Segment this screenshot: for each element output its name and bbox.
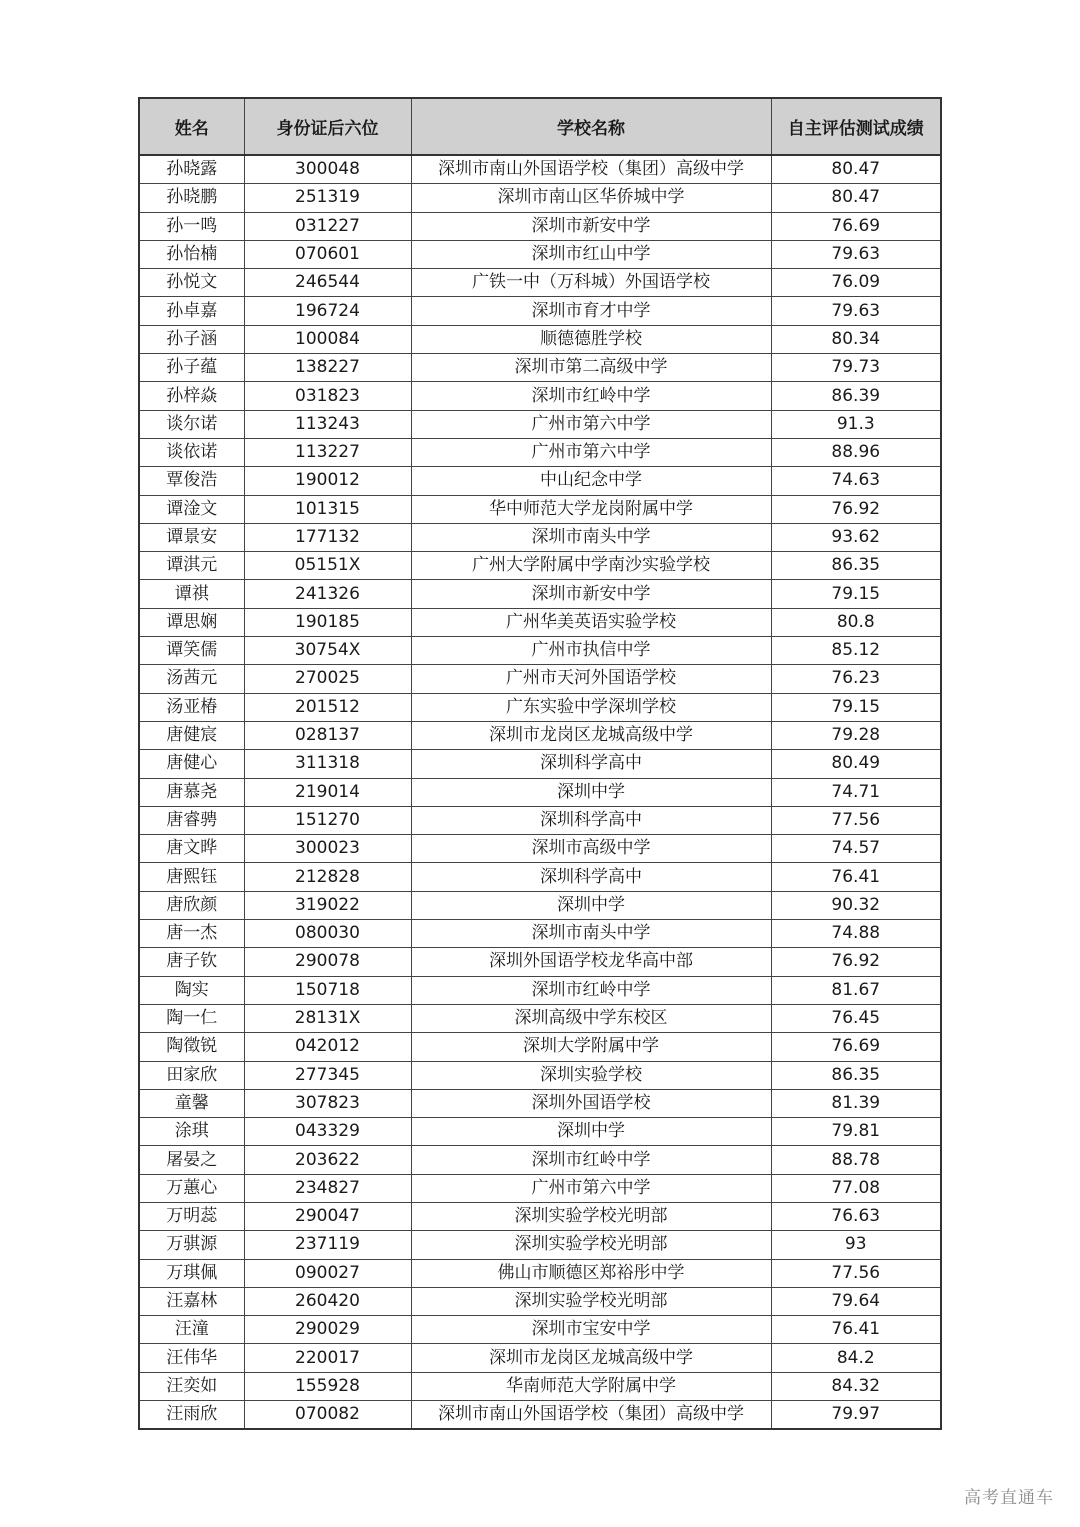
cell-school: 深圳市南山区华侨城中学 [411, 184, 771, 212]
cell-school: 广州华美英语实验学校 [411, 608, 771, 636]
cell-id: 043329 [244, 1118, 411, 1146]
cell-school: 深圳中学 [411, 891, 771, 919]
cell-name: 覃俊浩 [139, 467, 244, 495]
cell-score: 74.63 [771, 467, 941, 495]
cell-score: 76.41 [771, 863, 941, 891]
table-row [139, 495, 941, 523]
cell-school: 深圳市南头中学 [411, 920, 771, 948]
cell-score: 77.56 [771, 1259, 941, 1287]
cell-school: 深圳市南头中学 [411, 523, 771, 551]
cell-name: 谭祺 [139, 580, 244, 608]
cell-id: 251319 [244, 184, 411, 212]
score-table [138, 97, 942, 1430]
cell-score: 74.57 [771, 835, 941, 863]
cell-score: 93 [771, 1231, 941, 1259]
cell-score: 79.64 [771, 1287, 941, 1315]
cell-id: 234827 [244, 1174, 411, 1202]
cell-name: 童馨 [139, 1089, 244, 1117]
cell-id: 090027 [244, 1259, 411, 1287]
cell-name: 唐一杰 [139, 920, 244, 948]
cell-score: 79.15 [771, 693, 941, 721]
cell-school: 顺德德胜学校 [411, 325, 771, 353]
cell-score: 76.63 [771, 1202, 941, 1230]
cell-score: 85.12 [771, 637, 941, 665]
cell-score: 79.63 [771, 297, 941, 325]
cell-name: 谭淇元 [139, 552, 244, 580]
table-row [139, 523, 941, 551]
cell-score: 88.96 [771, 438, 941, 466]
table-row [139, 1146, 941, 1174]
cell-school: 华中师范大学龙岗附属中学 [411, 495, 771, 523]
cell-name: 孙晓露 [139, 155, 244, 184]
table-row [139, 750, 941, 778]
cell-id: 150718 [244, 976, 411, 1004]
cell-name: 陶一仁 [139, 1004, 244, 1032]
cell-school: 深圳市育才中学 [411, 297, 771, 325]
cell-id: 190185 [244, 608, 411, 636]
cell-name: 唐欣颜 [139, 891, 244, 919]
cell-school: 广州市第六中学 [411, 410, 771, 438]
cell-score: 79.73 [771, 354, 941, 382]
table-row [139, 1259, 941, 1287]
cell-id: 151270 [244, 806, 411, 834]
cell-id: 031227 [244, 212, 411, 240]
table-row [139, 410, 941, 438]
cell-id: 246544 [244, 269, 411, 297]
cell-id: 270025 [244, 665, 411, 693]
cell-score: 74.71 [771, 778, 941, 806]
cell-id: 241326 [244, 580, 411, 608]
cell-name: 孙一鸣 [139, 212, 244, 240]
cell-name: 唐睿骋 [139, 806, 244, 834]
cell-id: 138227 [244, 354, 411, 382]
cell-school: 深圳市龙岗区龙城高级中学 [411, 1344, 771, 1372]
cell-name: 唐子钦 [139, 948, 244, 976]
cell-score: 84.32 [771, 1372, 941, 1400]
table-row [139, 1118, 941, 1146]
cell-id: 101315 [244, 495, 411, 523]
table-row [139, 891, 941, 919]
table-row [139, 608, 941, 636]
cell-score: 80.47 [771, 184, 941, 212]
cell-score: 77.08 [771, 1174, 941, 1202]
table-row [139, 1202, 941, 1230]
cell-name: 陶实 [139, 976, 244, 1004]
cell-name: 谭淦文 [139, 495, 244, 523]
table-row [139, 325, 941, 353]
cell-id: 319022 [244, 891, 411, 919]
header-row [139, 98, 941, 155]
header-school: 学校名称 [411, 98, 771, 155]
cell-id: 196724 [244, 297, 411, 325]
cell-school: 深圳实验学校光明部 [411, 1202, 771, 1230]
cell-name: 唐健宸 [139, 721, 244, 749]
cell-id: 201512 [244, 693, 411, 721]
cell-id: 219014 [244, 778, 411, 806]
table-body [139, 155, 941, 1429]
cell-name: 万琪佩 [139, 1259, 244, 1287]
table-row [139, 1401, 941, 1430]
cell-name: 谈依诺 [139, 438, 244, 466]
cell-score: 76.41 [771, 1316, 941, 1344]
table-row [139, 1061, 941, 1089]
cell-name: 孙梓焱 [139, 382, 244, 410]
cell-score: 81.67 [771, 976, 941, 1004]
cell-score: 80.49 [771, 750, 941, 778]
cell-id: 155928 [244, 1372, 411, 1400]
cell-score: 76.69 [771, 212, 941, 240]
cell-name: 谭笑儒 [139, 637, 244, 665]
cell-score: 88.78 [771, 1146, 941, 1174]
cell-name: 田家欣 [139, 1061, 244, 1089]
cell-score: 76.45 [771, 1004, 941, 1032]
cell-id: 220017 [244, 1344, 411, 1372]
cell-school: 深圳市红岭中学 [411, 976, 771, 1004]
cell-school: 深圳大学附属中学 [411, 1033, 771, 1061]
table-row [139, 240, 941, 268]
cell-id: 080030 [244, 920, 411, 948]
cell-score: 80.8 [771, 608, 941, 636]
cell-school: 深圳外国语学校 [411, 1089, 771, 1117]
header-score: 自主评估测试成绩 [771, 98, 941, 155]
cell-score: 79.81 [771, 1118, 941, 1146]
table-row [139, 382, 941, 410]
cell-name: 孙晓鹏 [139, 184, 244, 212]
table-header [139, 98, 941, 155]
cell-name: 唐文晔 [139, 835, 244, 863]
cell-id: 212828 [244, 863, 411, 891]
cell-score: 90.32 [771, 891, 941, 919]
cell-id: 307823 [244, 1089, 411, 1117]
table-row [139, 580, 941, 608]
cell-score: 91.3 [771, 410, 941, 438]
header-id: 身份证后六位 [244, 98, 411, 155]
table-row [139, 721, 941, 749]
cell-id: 290029 [244, 1316, 411, 1344]
cell-school: 深圳市第二高级中学 [411, 354, 771, 382]
cell-id: 290047 [244, 1202, 411, 1230]
cell-score: 79.28 [771, 721, 941, 749]
cell-name: 万蕙心 [139, 1174, 244, 1202]
table-row [139, 1287, 941, 1315]
cell-school: 深圳高级中学东校区 [411, 1004, 771, 1032]
table-row [139, 976, 941, 1004]
cell-score: 93.62 [771, 523, 941, 551]
cell-id: 113243 [244, 410, 411, 438]
cell-id: 290078 [244, 948, 411, 976]
table-row [139, 1174, 941, 1202]
cell-school: 深圳市红山中学 [411, 240, 771, 268]
cell-name: 唐健心 [139, 750, 244, 778]
cell-score: 76.92 [771, 948, 941, 976]
cell-school: 广州市天河外国语学校 [411, 665, 771, 693]
cell-score: 76.23 [771, 665, 941, 693]
table-row [139, 948, 941, 976]
cell-id: 113227 [244, 438, 411, 466]
cell-school: 深圳市宝安中学 [411, 1316, 771, 1344]
cell-school: 深圳市南山外国语学校（集团）高级中学 [411, 155, 771, 184]
cell-name: 万明蕊 [139, 1202, 244, 1230]
cell-school: 深圳中学 [411, 1118, 771, 1146]
cell-school: 广州大学附属中学南沙实验学校 [411, 552, 771, 580]
cell-name: 陶徵锐 [139, 1033, 244, 1061]
table-row [139, 778, 941, 806]
cell-name: 唐慕尧 [139, 778, 244, 806]
cell-score: 79.15 [771, 580, 941, 608]
cell-school: 广东实验中学深圳学校 [411, 693, 771, 721]
cell-school: 深圳科学高中 [411, 806, 771, 834]
cell-school: 深圳市高级中学 [411, 835, 771, 863]
cell-id: 028137 [244, 721, 411, 749]
table-row [139, 184, 941, 212]
cell-school: 华南师范大学附属中学 [411, 1372, 771, 1400]
table-row [139, 1004, 941, 1032]
table-row [139, 155, 941, 184]
cell-score: 79.97 [771, 1401, 941, 1430]
cell-score: 76.69 [771, 1033, 941, 1061]
cell-id: 031823 [244, 382, 411, 410]
table-row [139, 467, 941, 495]
table-row [139, 297, 941, 325]
cell-school: 广铁一中（万科城）外国语学校 [411, 269, 771, 297]
cell-school: 广州市第六中学 [411, 1174, 771, 1202]
header-name: 姓名 [139, 98, 244, 155]
table-row [139, 1344, 941, 1372]
cell-school: 佛山市顺德区郑裕彤中学 [411, 1259, 771, 1287]
cell-school: 深圳市新安中学 [411, 580, 771, 608]
cell-school: 广州市第六中学 [411, 438, 771, 466]
cell-school: 中山纪念中学 [411, 467, 771, 495]
cell-id: 042012 [244, 1033, 411, 1061]
table-row [139, 552, 941, 580]
cell-name: 涂琪 [139, 1118, 244, 1146]
watermark: 高考直通车 [964, 1488, 1054, 1508]
cell-id: 300048 [244, 155, 411, 184]
table-row [139, 269, 941, 297]
cell-name: 谭思娴 [139, 608, 244, 636]
cell-id: 05151X [244, 552, 411, 580]
cell-id: 203622 [244, 1146, 411, 1174]
cell-id: 277345 [244, 1061, 411, 1089]
cell-score: 76.09 [771, 269, 941, 297]
cell-school: 深圳科学高中 [411, 750, 771, 778]
table-row [139, 806, 941, 834]
table-row [139, 637, 941, 665]
cell-school: 深圳市龙岗区龙城高级中学 [411, 721, 771, 749]
table-row [139, 212, 941, 240]
cell-id: 070082 [244, 1401, 411, 1430]
cell-id: 100084 [244, 325, 411, 353]
cell-school: 深圳中学 [411, 778, 771, 806]
table-row [139, 665, 941, 693]
cell-name: 谈尔诺 [139, 410, 244, 438]
cell-name: 谭景安 [139, 523, 244, 551]
cell-score: 77.56 [771, 806, 941, 834]
cell-name: 孙子蕴 [139, 354, 244, 382]
cell-school: 深圳实验学校光明部 [411, 1231, 771, 1259]
cell-school: 深圳市新安中学 [411, 212, 771, 240]
cell-school: 深圳实验学校光明部 [411, 1287, 771, 1315]
cell-score: 80.47 [771, 155, 941, 184]
cell-score: 86.35 [771, 1061, 941, 1089]
table-row [139, 438, 941, 466]
cell-id: 177132 [244, 523, 411, 551]
cell-name: 万骐源 [139, 1231, 244, 1259]
table-row [139, 1033, 941, 1061]
cell-name: 汪奕如 [139, 1372, 244, 1400]
cell-score: 80.34 [771, 325, 941, 353]
cell-score: 79.63 [771, 240, 941, 268]
cell-name: 孙卓嘉 [139, 297, 244, 325]
cell-name: 汤茜元 [139, 665, 244, 693]
cell-school: 深圳市红岭中学 [411, 1146, 771, 1174]
cell-school: 广州市执信中学 [411, 637, 771, 665]
cell-id: 30754X [244, 637, 411, 665]
cell-score: 81.39 [771, 1089, 941, 1117]
cell-name: 孙子涵 [139, 325, 244, 353]
cell-score: 86.39 [771, 382, 941, 410]
cell-id: 260420 [244, 1287, 411, 1315]
cell-name: 汤亚椿 [139, 693, 244, 721]
cell-name: 唐熙钰 [139, 863, 244, 891]
table-row [139, 920, 941, 948]
table-row [139, 1316, 941, 1344]
cell-school: 深圳市南山外国语学校（集团）高级中学 [411, 1401, 771, 1430]
cell-score: 86.35 [771, 552, 941, 580]
cell-id: 237119 [244, 1231, 411, 1259]
table-row [139, 1372, 941, 1400]
cell-name: 汪雨欣 [139, 1401, 244, 1430]
cell-school: 深圳实验学校 [411, 1061, 771, 1089]
cell-score: 76.92 [771, 495, 941, 523]
cell-id: 070601 [244, 240, 411, 268]
table-row [139, 1231, 941, 1259]
cell-name: 汪嘉林 [139, 1287, 244, 1315]
cell-id: 300023 [244, 835, 411, 863]
table-row [139, 354, 941, 382]
cell-name: 屠晏之 [139, 1146, 244, 1174]
cell-id: 28131X [244, 1004, 411, 1032]
cell-name: 孙怡楠 [139, 240, 244, 268]
cell-school: 深圳外国语学校龙华高中部 [411, 948, 771, 976]
cell-school: 深圳市红岭中学 [411, 382, 771, 410]
cell-name: 孙悦文 [139, 269, 244, 297]
cell-id: 190012 [244, 467, 411, 495]
cell-name: 汪潼 [139, 1316, 244, 1344]
table-row [139, 1089, 941, 1117]
table-row [139, 863, 941, 891]
cell-id: 311318 [244, 750, 411, 778]
cell-score: 74.88 [771, 920, 941, 948]
cell-name: 汪伟华 [139, 1344, 244, 1372]
cell-school: 深圳科学高中 [411, 863, 771, 891]
cell-score: 84.2 [771, 1344, 941, 1372]
table-row [139, 835, 941, 863]
table-row [139, 693, 941, 721]
